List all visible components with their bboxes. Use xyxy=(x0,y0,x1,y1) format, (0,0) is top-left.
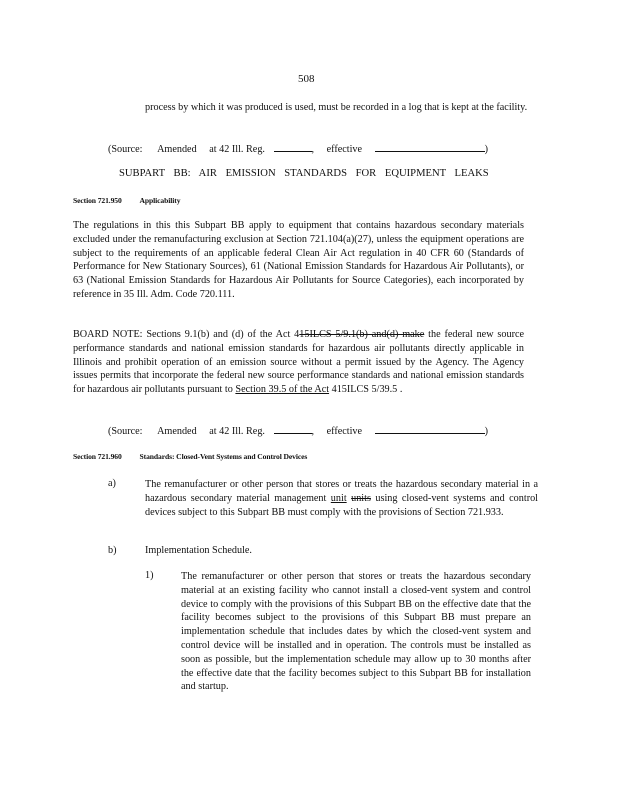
item-b1-label: 1) xyxy=(145,570,154,581)
board-note-underlined-text: Section 39.5 of the Act xyxy=(235,384,330,396)
item-a-text-2: using closed-vent systems and control devices subject to this Subpart BB must comply with the provisions of Section 721.933. xyxy=(145,492,539,518)
source-effective: effective xyxy=(326,144,363,155)
section-950-paragraph: The regulations in this this Subpart BB apply to equipment that contains hazardous secondary materials excluded under the remanufacturing exclusion at Section 721.104(a)(27), unless the equipment operations are subject to the requirements of an applicable federal Clean Air Act regulation in 40 CFR 60 (Standards of Performance for New Stationary Sources), 61 (National Emission Standards for Hazardous Air Pollutants), or 63 (National Emission Standards for Hazardous Air Pollutants for Source Categories), each incorporated by reference in 35 Ill. Adm. Code 720.111. xyxy=(73,220,524,300)
source-label: (Source: xyxy=(108,144,143,155)
board-note xyxy=(73,328,524,397)
section-960-heading xyxy=(73,452,307,461)
item-a-struck-text: units xyxy=(351,492,371,504)
item-b-label: b) xyxy=(108,545,117,556)
source-close-2: ) xyxy=(484,426,489,437)
source-amended: Amended xyxy=(157,144,197,155)
subpart-title: SUBPART BB: AIR EMISSION STANDARDS FOR EQUIPMENT LEAKS xyxy=(119,168,489,179)
reg-blank xyxy=(274,142,312,152)
source-comma: , xyxy=(311,144,315,155)
item-a-label: a) xyxy=(108,478,116,489)
section-960-number: Section 721.960 xyxy=(73,452,122,461)
item-a-paragraph xyxy=(145,478,538,519)
section-960-title: Standards: Closed-Vent Systems and Control Devices xyxy=(139,452,308,461)
item-a-underlined-text: unit xyxy=(330,492,347,504)
source-reg-2: at 42 Ill. Reg. xyxy=(209,426,265,437)
board-note-text-1: BOARD NOTE: Sections 9.1(b) and (d) of the Act 4 xyxy=(73,329,300,340)
intro-paragraph: process by which it was produced is used, must be recorded in a log that is kept at the facility. xyxy=(145,102,528,113)
source-close: ) xyxy=(484,144,489,155)
section-950-title: Applicability xyxy=(139,196,181,205)
item-b1-paragraph: The remanufacturer or other person that stores or treats the hazardous secondary material at an existing facility who cannot install a closed-vent system and control device to comply with the provisions of this Subpart BB on the effective date that the facility becomes subject to the provisions of this Subpart BB must prepare an implementation schedule that includes dates by which the closed-vent system and control device will be installed and in operation. The controls must be installed as soon as possible, but the implementation schedule may allow up to 30 months after the effective date that the facility becomes subject to this Subpart BB for installation and startup. xyxy=(181,571,531,693)
page-number: 508 xyxy=(298,73,315,85)
source-comma-2: , xyxy=(311,426,315,437)
item-a-text-1: The remanufacturer or other person that stores or treats the hazardous secondary material in a hazardous secondary material management xyxy=(145,479,538,504)
board-note-struck-text: 15ILCS 5/9.1(b) and(d) make xyxy=(299,329,425,340)
board-note-text-3: 415ILCS 5/39.5 . xyxy=(329,384,403,396)
section-950-number: Section 721.950 xyxy=(73,196,122,205)
effective-blank-2 xyxy=(375,424,485,434)
source-line-2 xyxy=(108,424,488,437)
effective-blank xyxy=(375,142,485,152)
source-effective-2: effective xyxy=(326,426,363,437)
reg-blank-2 xyxy=(274,424,312,434)
item-b-text: Implementation Schedule. xyxy=(145,545,252,556)
section-950-heading xyxy=(73,196,180,205)
source-reg: at 42 Ill. Reg. xyxy=(209,144,265,155)
source-label-2: (Source: xyxy=(108,426,143,437)
source-amended-2: Amended xyxy=(157,426,197,437)
board-note-text-2: the federal new source performance standards and national emission standards for hazardous air pollutants directly applicable in Illinois and prohibit operation of an emission source without a permit issued by the Agency. The Agency issues permits that incorporate the federal new source performance standards and national emission standards for hazardous air pollutants pursuant to xyxy=(73,329,525,396)
source-line xyxy=(108,142,488,155)
